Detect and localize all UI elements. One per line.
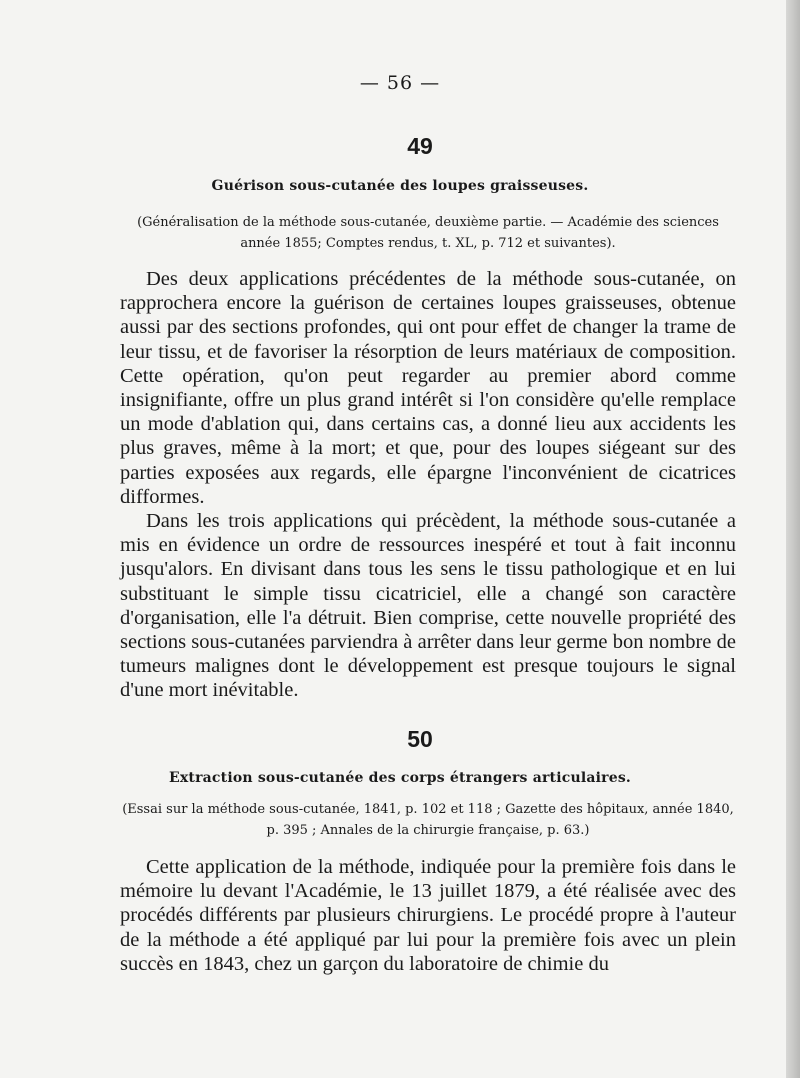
paragraph-50-1: Cette application de la méthode, indiquée pour la première fois dans le mémoire lu devant l'Académie, le 13 juillet 1879, a été réalisée avec des procédés différents par plusieurs chirurgiens. Le procédé propre à l'auteur de la méthode a été appliqué par lui pour la première fois avec un plein succès en 1843, chez un garçon du laboratoire de chimie du [120, 856, 736, 975]
section-number-49: 49 [407, 133, 433, 159]
section-reference-50: (Essai sur la méthode sous-cutanée, 1841, p. 102 et 118 ; Gazette des hôpitaux, année 1840, p. 395 ; Annales de la chirurgie française, p. 63.) [122, 802, 734, 838]
section-number-50: 50 [407, 726, 433, 752]
paragraph-49-1: Des deux applications précédentes de la méthode sous-cutanée, on rapprochera encore la guérison de certaines loupes graisseuses, obtenue aussi par des sections profondes, qui ont pour effet de changer la trame de leur tissu, et de favoriser la résorption de leurs matériaux de composition. Cette opération, qu'on peut regarder au premier abord comme insignifiante, offre un plus grand intérêt si l'on considère qu'elle remplace un mode d'ablation qui, dans certains cas, a donné lieu aux accidents les plus graves, même à la mort; et que, pour des loupes siégeant sur des parties exposées aux regards, elle épargne l'inconvénient de cicatrices difformes. [120, 268, 736, 508]
section-reference-49: (Généralisation de la méthode sous-cutanée, deuxième partie. — Académie des sciences année 1855; Comptes rendus, t. XL, p. 712 et suivantes). [137, 215, 719, 251]
section-title-49: Guérison sous-cutanée des loupes graisseuses. [211, 178, 589, 194]
paragraph-49-2: Dans les trois applications qui précèdent, la méthode sous-cutanée a mis en évidence un ordre de ressources inespéré et tout à fait inconnu jusqu'alors. En divisant dans tous les sens le tissu pathologique et en lui substituant le simple tissu cicatriciel, elle a changé son caractère d'organisation, elle l'a détruit. Bien comprise, cette nouvelle propriété des sections sous-cutanées parviendra à arrêter dans leur germe bon nombre de tumeurs malignes dont le développement est presque toujours le signal d'une mort inévitable. [120, 510, 736, 702]
section-title-50: Extraction sous-cutanée des corps étrangers articulaires. [169, 770, 631, 786]
page-number: — 56 — [359, 72, 441, 94]
page-edge-shadow [786, 0, 800, 1078]
